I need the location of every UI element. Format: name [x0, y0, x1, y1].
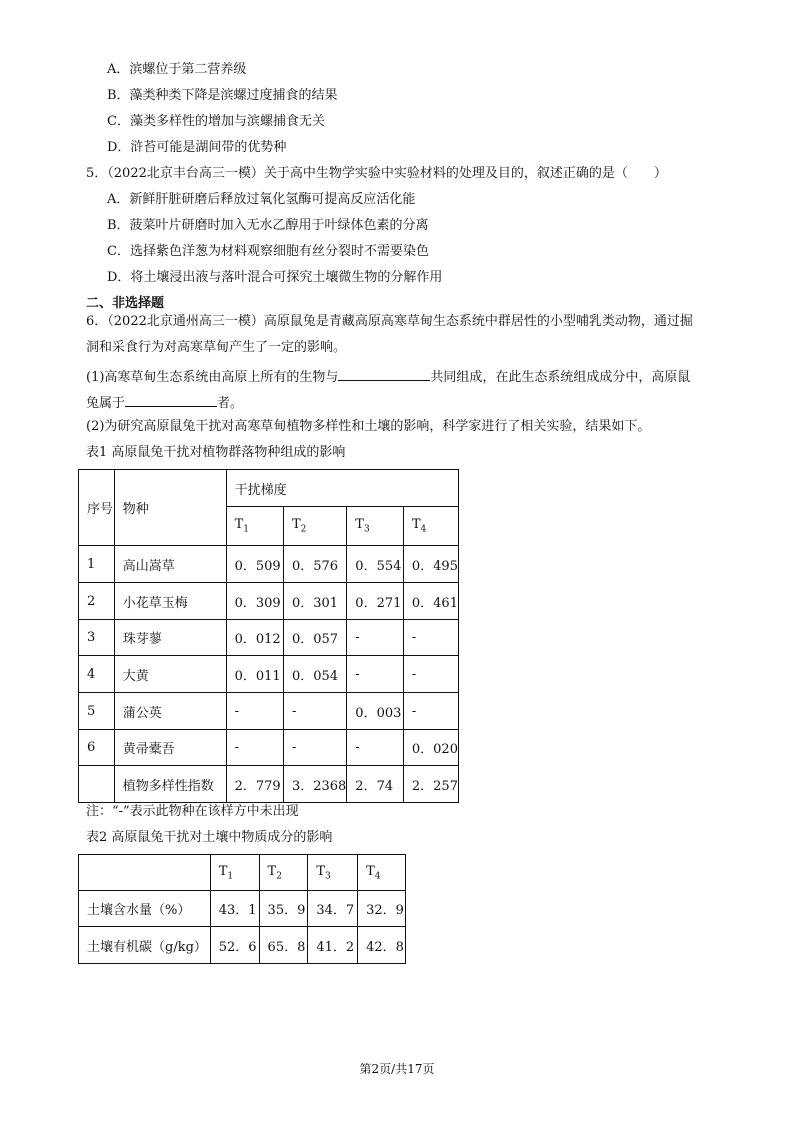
q4-option-d: D．浒苔可能是湖间带的优势种 — [107, 140, 287, 155]
page-footer: 第2页/共17页 — [359, 1062, 435, 1076]
table-row — [79, 891, 406, 927]
cell: 0．003 — [347, 693, 404, 730]
q6-part1-text-d: 者。 — [217, 396, 244, 411]
cell: 0．054 — [283, 656, 346, 693]
table2-header-t1: $T_1$ — [210, 855, 259, 891]
q6-part1-line1 — [86, 366, 690, 387]
answer-blank-1[interactable] — [338, 366, 430, 381]
cell: 土壤含水量（%） — [79, 891, 211, 927]
cell: - — [403, 656, 458, 693]
cell: - — [347, 656, 404, 693]
cell: 6 — [79, 730, 115, 766]
cell: - — [403, 693, 458, 730]
q6-part1-text-c: 兔属于 — [86, 396, 126, 411]
table1-header-t3: $T_3$ — [347, 507, 404, 546]
cell: 土壤有机碳（g/kg） — [79, 927, 211, 964]
cell: 0．012 — [226, 620, 283, 656]
table1-header-index: 序号 — [79, 470, 115, 546]
table1-header-t1: $T_1$ — [226, 507, 283, 546]
table-row — [79, 620, 459, 656]
cell: 41．2 — [308, 927, 358, 964]
cell: - — [283, 730, 346, 766]
q4-option-a: A．滨螺位于第二营养级 — [107, 62, 247, 77]
cell: 高山嵩草 — [114, 546, 226, 583]
cell: 小花草玉梅 — [114, 583, 226, 620]
table2 — [78, 854, 406, 964]
cell: 0．576 — [283, 546, 346, 583]
table1-header-species: 物种 — [114, 470, 226, 546]
cell: 65．8 — [259, 927, 308, 964]
q6-part1-text-b: 共同组成，在此生态系统组成成分中，高原鼠 — [430, 370, 691, 385]
q6-stem-line1: 6．（2022北京通州高三一模）高原鼠兔是青藏高原高寒草甸生态系统中群居性的小型哺乳类动物，通过掘 — [86, 314, 693, 329]
cell: 0．554 — [347, 546, 404, 583]
table2-caption: 表2 高原鼠兔干扰对土壤中物质成分的影响 — [86, 830, 333, 845]
table2-header-empty — [79, 855, 211, 891]
cell: 42．8 — [358, 927, 406, 964]
q4-option-b: B．藻类种类下降是滨螺过度捕食的结果 — [107, 88, 338, 103]
q5-option-d: D．将土壤浸出液与落叶混合可探究土壤微生物的分解作用 — [107, 270, 443, 285]
cell: 5 — [79, 693, 115, 730]
cell — [79, 766, 115, 803]
q6-part2: (2)为研究高原鼠兔干扰对高寒草甸植物多样性和土壤的影响，科学家进行了相关实验，结果如下。 — [86, 419, 651, 434]
cell: 3．2368 — [283, 766, 346, 803]
cell: 0．057 — [283, 620, 346, 656]
cell: 0．020 — [403, 730, 458, 766]
q5-option-c: C．选择紫色洋葱为材料观察细胞有丝分裂时不需要染色 — [107, 244, 429, 259]
table2-header-t4: $T_4$ — [358, 855, 406, 891]
cell: 3 — [79, 620, 115, 656]
cell: 2．779 — [226, 766, 283, 803]
table-row — [79, 546, 459, 583]
cell: 蒲公英 — [114, 693, 226, 730]
table-row — [79, 927, 406, 964]
cell: - — [226, 693, 283, 730]
table-row — [79, 656, 459, 693]
q5-stem: 5．（2022北京丰台高三一模）关于高中生物学实验中实验材料的处理及目的，叙述正确的是（ ） — [86, 166, 667, 181]
table2-header-t2: $T_2$ — [259, 855, 308, 891]
cell: 0．495 — [403, 546, 458, 583]
table1-header-t2: $T_2$ — [283, 507, 346, 546]
cell: 大黄 — [114, 656, 226, 693]
table-row — [79, 583, 459, 620]
q5-option-b: B．菠菜叶片研磨时加入无水乙醇用于叶绿体色素的分离 — [107, 218, 429, 233]
cell: 0．509 — [226, 546, 283, 583]
cell: - — [226, 730, 283, 766]
cell: 黄帚橐吾 — [114, 730, 226, 766]
cell: 4 — [79, 656, 115, 693]
cell: 0．301 — [283, 583, 346, 620]
table1 — [78, 469, 459, 803]
cell: 52．6 — [210, 927, 259, 964]
cell: 35．9 — [259, 891, 308, 927]
cell: 2 — [79, 583, 115, 620]
cell: - — [347, 620, 404, 656]
table1-header-gradient: 干扰梯度 — [226, 470, 458, 507]
cell: 0．271 — [347, 583, 404, 620]
cell: 32．9 — [358, 891, 406, 927]
cell: 0．011 — [226, 656, 283, 693]
cell: 34．7 — [308, 891, 358, 927]
cell: 2．257 — [403, 766, 458, 803]
q4-option-c: C．藻类多样性的增加与滨螺捕食无关 — [107, 114, 325, 129]
cell: - — [347, 730, 404, 766]
table-row — [79, 766, 459, 803]
q6-part1-line2 — [86, 392, 243, 413]
cell: 43．1 — [210, 891, 259, 927]
table1-header-t4: $T_4$ — [403, 507, 458, 546]
cell: 0．309 — [226, 583, 283, 620]
q6-part1-text-a: (1)高寒草甸生态系统由高原上所有的生物与 — [86, 370, 339, 385]
section-heading: 二、非选择题 — [86, 296, 165, 311]
cell: 植物多样性指数 — [114, 766, 226, 803]
cell: 1 — [79, 546, 115, 583]
q5-option-a: A．新鲜肝脏研磨后释放过氧化氢酶可提高反应活化能 — [107, 192, 416, 207]
q6-stem-line2: 洞和采食行为对高寒草甸产生了一定的影响。 — [86, 340, 347, 355]
cell: 2．74 — [347, 766, 404, 803]
table2-header-t3: $T_3$ — [308, 855, 358, 891]
cell: - — [283, 693, 346, 730]
cell: 0．461 — [403, 583, 458, 620]
cell: 珠芽蓼 — [114, 620, 226, 656]
table-row — [79, 730, 459, 766]
table1-caption: 表1 高原鼠兔干扰对植物群落物种组成的影响 — [86, 445, 346, 460]
table-row — [79, 693, 459, 730]
answer-blank-2[interactable] — [125, 392, 217, 407]
table1-note: 注：“-”表示此物种在该样方中未出现 — [86, 804, 299, 819]
cell: - — [403, 620, 458, 656]
